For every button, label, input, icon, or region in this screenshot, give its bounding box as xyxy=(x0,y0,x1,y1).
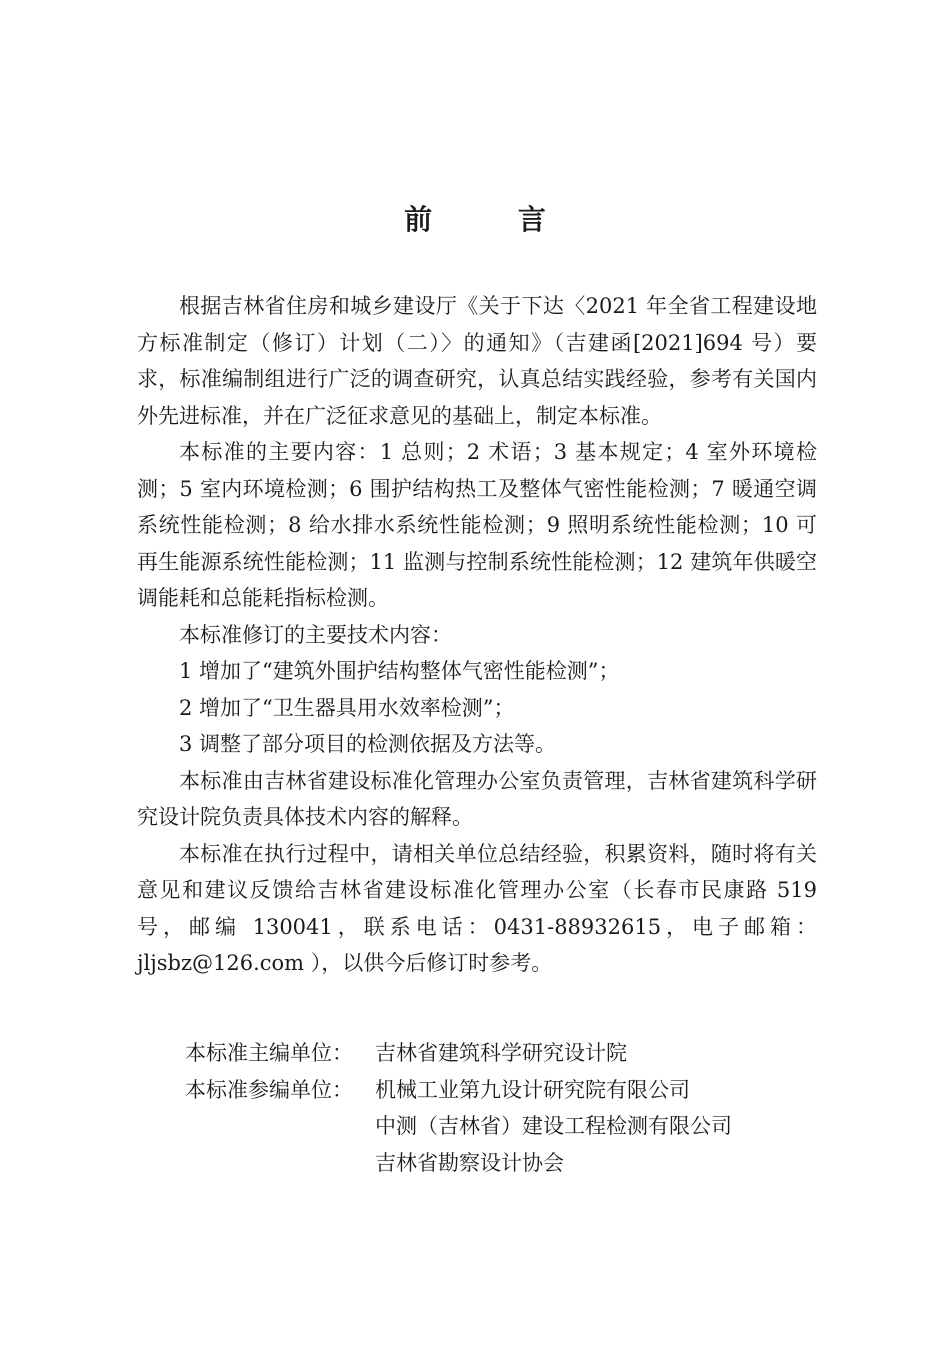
paragraph-feedback: 本标准在执行过程中，请相关单位总结经验，积累资料，随时将有关意见和建议反馈给吉林省建设标准化管理办公室（长春市民康路 519 号，邮编 130041，联系电话：0431-88932615，电子邮箱：jljsbz@126.com ），以供今后修订时参考。 xyxy=(137,841,817,975)
revision-item-3: 3 调整了部分项目的检测依据及方法等。 xyxy=(179,732,557,756)
paragraph-management: 本标准由吉林省建设标准化管理办公室负责管理，吉林省建筑科学研究设计院负责具体技术内容的解释。 xyxy=(137,768,817,829)
revision-item-1: 1 增加了“建筑外围护结构整体气密性能检测”； xyxy=(179,659,620,683)
page-title: 前 言 xyxy=(404,203,584,236)
participant-unit: 中测（吉林省）建设工程检测有限公司 xyxy=(375,1114,732,1138)
participant-row xyxy=(185,1072,732,1182)
paragraph-main-contents: 本标准的主要内容：1 总则；2 术语；3 基本规定；4 室外环境检测；5 室内环境检测；6 围护结构热工及整体气密性能检测；7 暖通空调系统性能检测；8 给水排水系统性能检测；9 照明系统性能检测；10 可再生能源系统性能检测；11 监测与控制系统性能检测；12 建筑年供暖空调能耗和总能耗指标检测。 xyxy=(137,440,817,610)
chief-editor-label: 本标准主编单位： xyxy=(185,1041,353,1065)
paragraph-revision-intro: 本标准修订的主要技术内容： xyxy=(179,622,452,647)
participant-unit: 机械工业第九设计研究院有限公司 xyxy=(375,1077,690,1102)
chief-editor-row xyxy=(185,1035,732,1072)
chief-editor-value: 吉林省建筑科学研究设计院 xyxy=(375,1041,627,1065)
participant-list xyxy=(375,1072,732,1182)
preface-body xyxy=(137,288,817,982)
revision-item-2: 2 增加了“卫生器具用水效率检测”； xyxy=(179,695,515,720)
participant-label: 本标准参编单位： xyxy=(185,1077,353,1102)
editing-units xyxy=(185,1035,732,1181)
participant-unit: 吉林省勘察设计协会 xyxy=(375,1150,564,1175)
paragraph-basis: 根据吉林省住房和城乡建设厅《关于下达〈2021 年全省工程建设地方标准制定（修订）计划（二）〉的通知》（吉建函[2021]694 号）要求，标准编制组进行广泛的调查研究，认真总结实践经验，参考有关国内外先进标准，并在广泛征求意见的基础上，制定本标准。 xyxy=(137,294,817,428)
